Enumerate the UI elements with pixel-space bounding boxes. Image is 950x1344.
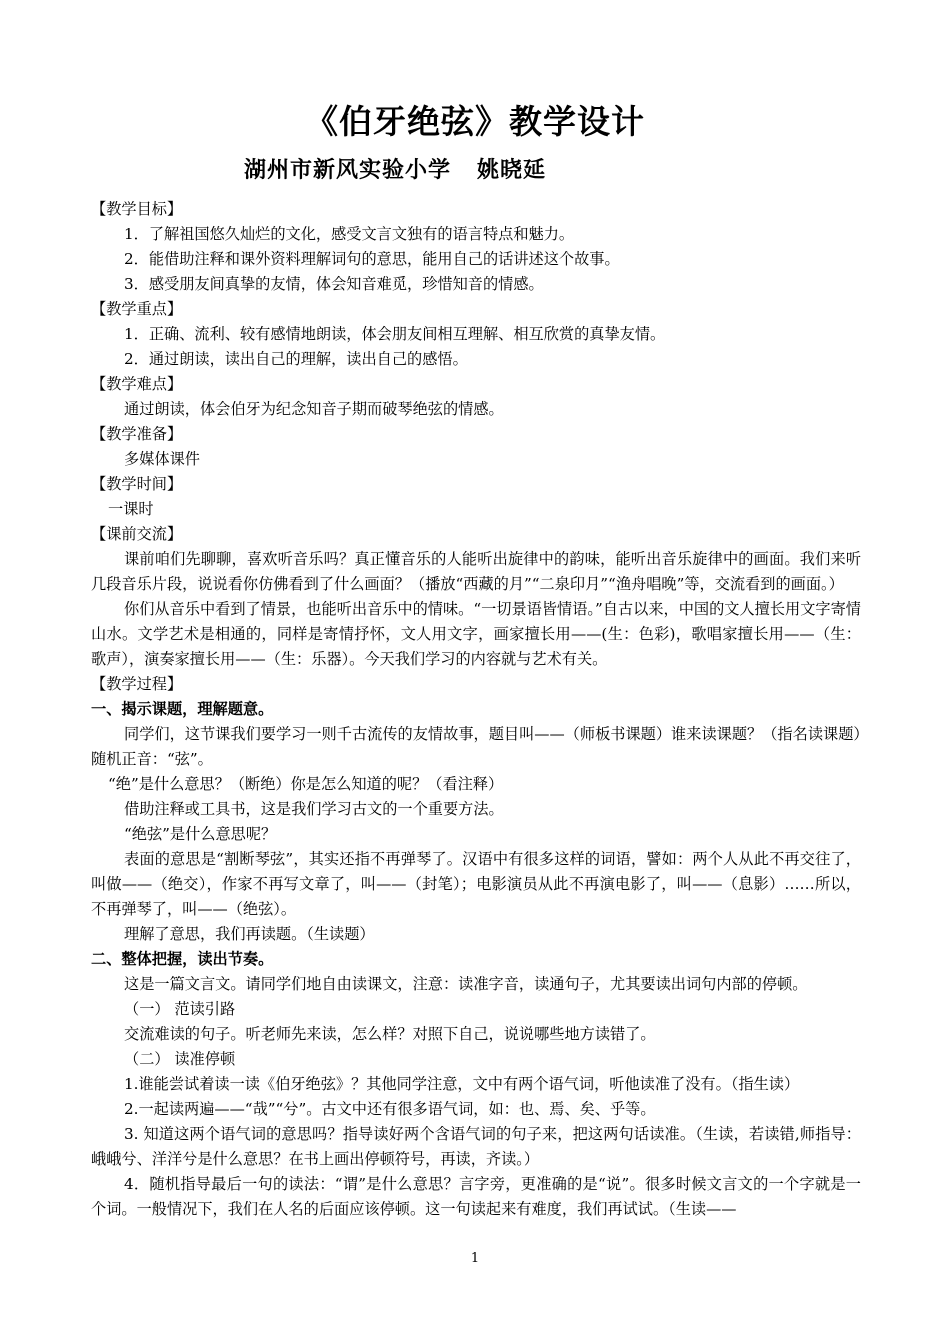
body-paragraph: 1．了解祖国悠久灿烂的文化，感受文言文独有的语言特点和魅力。 <box>124 225 575 243</box>
body-paragraph: “绝弦”是什么意思呢？ <box>124 825 277 843</box>
section-heading: 【教学目标】 <box>91 200 183 218</box>
body-paragraph: 4．随机指导最后一句的读法：“谓”是什么意思？言字旁，更准确的是“说”。很多时候文言文的一个字就是一个词。一般情况下，我们在人名的后面应该停顿。这一句读起来有难度，我们再试试。（生读—— <box>91 1175 861 1218</box>
body-paragraph: 同学们，这节课我们要学习一则千古流传的友情故事，题目叫——（师板书课题）谁来读课题？（指名读课题）随机正音：“弦”。 <box>91 725 861 768</box>
step-heading: 一、揭示课题，理解题意。 <box>91 700 274 718</box>
body-paragraph: 3．感受朋友间真挚的友情，体会知音难觅，珍惜知音的情感。 <box>124 275 544 293</box>
section-heading: 【教学过程】 <box>91 675 183 693</box>
body-paragraph: 通过朗读，体会伯牙为纪念知音子期而破琴绝弦的情感。 <box>124 400 504 418</box>
body-paragraph: 2.一起读两遍——“哉”“兮”。古文中还有很多语气词，如：也、焉、矣、乎等。 <box>124 1100 656 1118</box>
body-paragraph: 2．通过朗读，读出自己的理解，读出自己的感悟。 <box>124 350 468 368</box>
body-paragraph: 你们从音乐中看到了情景，也能听出音乐中的情味。“一切景语皆情语。”自古以来，中国的文人擅长用文字寄情山水。文学艺术是相通的，同样是寄情抒怀，文人用文字，画家擅长用——(生：色彩)，歌唱家擅长用——（生：歌声），演奏家擅长用——（生：乐器）。今天我们学习的内容就与艺术有关。 <box>91 600 861 668</box>
body-paragraph: 1.谁能尝试着读一读《伯牙绝弦》？其他同学注意，文中有两个语气词，听他读准了没有。（指生读） <box>124 1075 800 1093</box>
body-paragraph: 理解了意思，我们再读题。（生读题） <box>124 925 375 943</box>
body-paragraph: 3. 知道这两个语气词的意思吗？指导读好两个含语气词的句子来，把这两句话读准。（生读，若读错,师指导：峨峨兮、洋洋兮是什么意思？在书上画出停顿符号，再读，齐读。） <box>91 1125 861 1168</box>
body-paragraph: （二） 读准停顿 <box>124 1050 236 1068</box>
body-paragraph: 多媒体课件 <box>124 450 200 468</box>
section-heading: 【教学时间】 <box>91 475 183 493</box>
body-paragraph: 表面的意思是“割断琴弦”，其实还指不再弹琴了。汉语中有很多这样的词语，譬如：两个人从此不再交往了，叫做——（绝交），作家不再写文章了，叫——（封笔）；电影演员从此不再演电影了，叫——（息影）……所以，不再弹琴了，叫——（绝弦）。 <box>91 850 861 918</box>
body-paragraph: 一课时 <box>108 500 154 518</box>
body-paragraph: 这是一篇文言文。请同学们地自由读课文，注意：读准字音，读通句子，尤其要读出词句内部的停顿。 <box>124 975 808 993</box>
body-paragraph: 1．正确、流利、较有感情地朗读，体会朋友间相互理解、相互欣赏的真挚友情。 <box>124 325 666 343</box>
section-heading: 【教学重点】 <box>91 300 183 318</box>
document-body <box>91 197 861 1222</box>
document-title: 《伯牙绝弦》教学设计 <box>305 102 645 141</box>
section-heading: 【教学准备】 <box>91 425 183 443</box>
body-paragraph: （一） 范读引路 <box>124 1000 236 1018</box>
section-heading: 【课前交流】 <box>91 525 183 543</box>
author-line: 湖州市新风实验小学 姚晓延 <box>244 158 546 183</box>
body-paragraph: 课前咱们先聊聊，喜欢听音乐吗？真正懂音乐的人能听出旋律中的韵味，能听出音乐旋律中的画面。我们来听几段音乐片段，说说看你仿佛看到了什么画面？（播放“西藏的月”“二泉印月”“渔舟唱晚”等，交流看到的画面。） <box>91 550 861 593</box>
section-heading: 【教学难点】 <box>91 375 183 393</box>
step-heading: 二、整体把握，读出节奏。 <box>91 950 274 968</box>
body-paragraph: 借助注释或工具书，这是我们学习古文的一个重要方法。 <box>124 800 504 818</box>
body-paragraph: 2．能借助注释和课外资料理解词句的意思，能用自己的话讲述这个故事。 <box>124 250 620 268</box>
body-paragraph: “绝”是什么意思？（断绝）你是怎么知道的呢？（看注释） <box>108 775 504 793</box>
body-paragraph: 交流难读的句子。听老师先来读，怎么样？对照下自己，说说哪些地方读错了。 <box>124 1025 656 1043</box>
page-number: 1 <box>470 1251 480 1266</box>
